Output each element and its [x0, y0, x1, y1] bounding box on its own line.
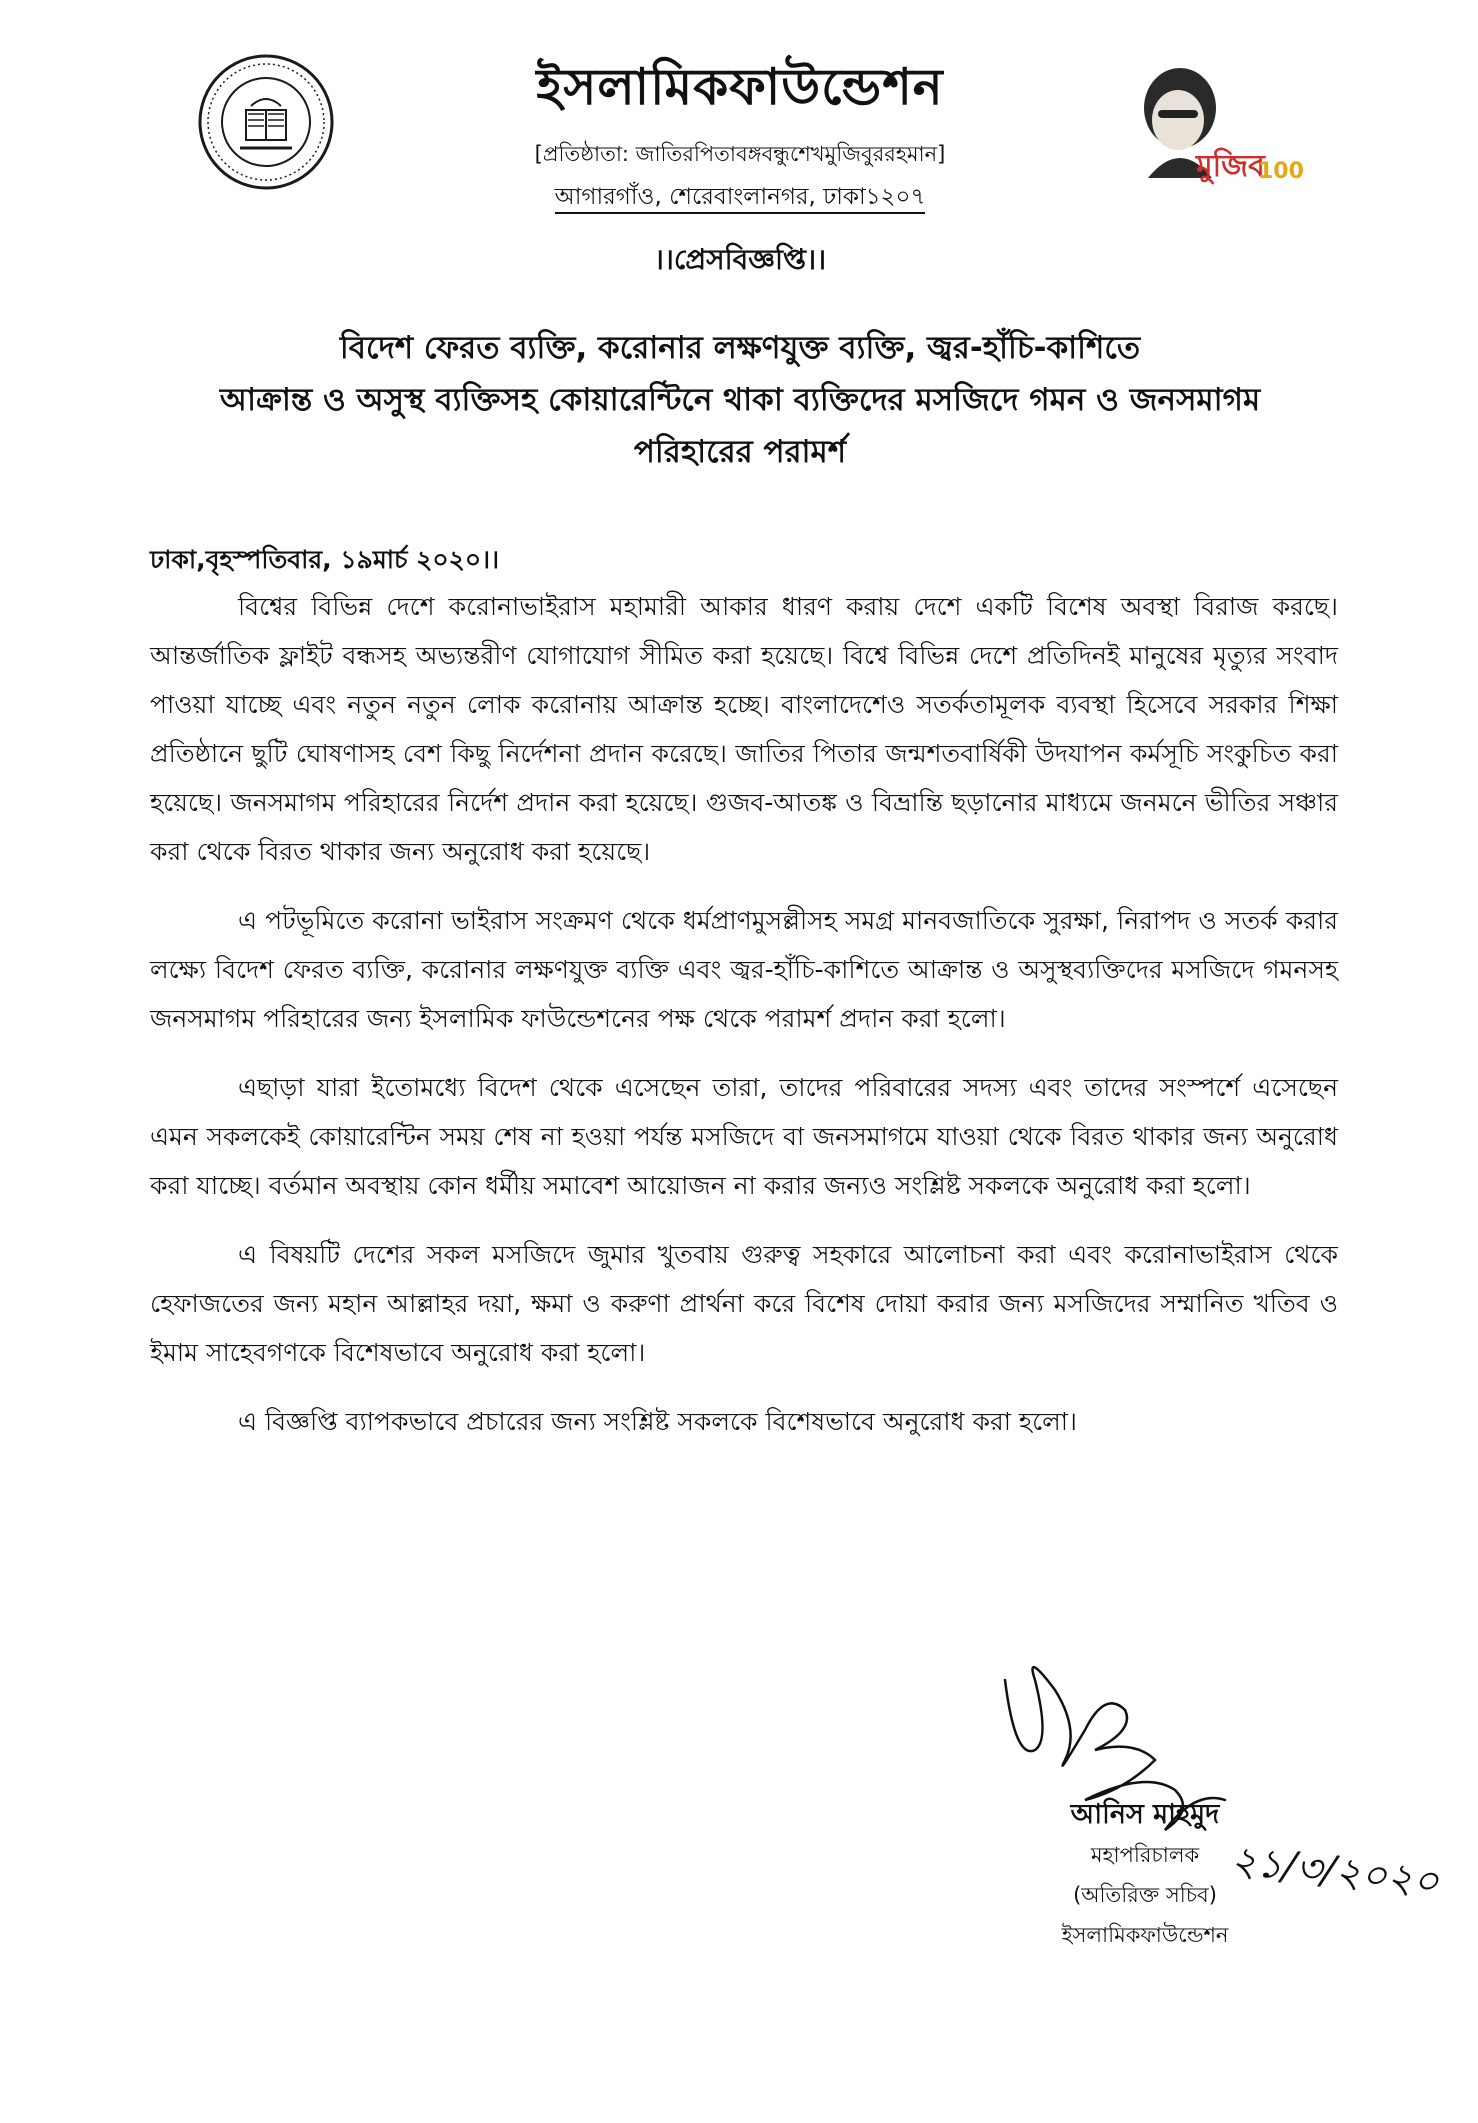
paragraph-2: এ পটভূমিতে করোনা ভাইরাস সংক্রমণ থেকে ধর্মপ্রাণমুসল্লীসহ সমগ্র মানবজাতিকে সুরক্ষা, নিরাপদ ও সতর্ক করার লক্ষ্যে বিদেশ ফেরত ব্যক্তি, করোনার লক্ষণযুক্ত ব্যক্তি এবং জ্বর-হাঁচি-কাশিতে আক্রান্ত ও অসুস্থব্যক্তিদের মসজিদে গমনসহ জনসমাগম পরিহারের জন্য ইসলামিক ফাউন্ডেশনের পক্ষ থেকে পরামর্শ প্রদান করা হলো।	[150, 906, 1338, 1033]
organization-name: ইসলামিকফাউন্ডেশন	[536, 58, 944, 116]
paragraph-1: বিশ্বের বিভিন্ন দেশে করোনাভাইরাস মহামারী আকার ধারণ করায় দেশে একটি বিশেষ অবস্থা বিরাজ করছে। আন্তর্জাতিক ফ্লাইট বন্ধসহ অভ্যন্তরীণ যোগাযোগ সীমিত করা হয়েছে। বিশ্বে বিভিন্ন দেশে প্রতিদিনই মানুষের মৃত্যুর সংবাদ পাওয়া যাচ্ছে এবং নতুন নতুন লোক করোনায় আক্রান্ত হচ্ছে। বাংলাদেশেও সতর্কতামূলক ব্যবস্থা হিসেবে সরকার শিক্ষা প্রতিষ্ঠানে ছুটি ঘোষণাসহ বেশ কিছু নির্দেশনা প্রদান করেছে। জাতির পিতার জন্মশতবার্ষিকী উদযাপন কর্মসূচি সংকুচিত করা হয়েছে। জনসমাগম পরিহারের নির্দেশ প্রদান করা হয়েছে। গুজব-আতঙ্ক ও বিভ্রান্তি ছড়ানোর মাধ্যমে জনমনে ভীতির সঞ্চার করা থেকে বিরত থাকার জন্য অনুরোধ করা হয়েছে।	[150, 592, 1338, 866]
dateline: ঢাকা,বৃহস্পতিবার, ১৯মার্চ ২০২০।।	[150, 545, 500, 574]
handwritten-date-text: ২১/৩/২০২০	[1228, 1837, 1442, 1906]
paragraph-4: এ বিষয়টি দেশের সকল মসজিদে জুমার খুতবায় গুরুত্ব সহকারে আলোচনা করা এবং করোনাভাইরাস থেকে হেফাজতের জন্য মহান আল্লাহর দয়া, ক্ষমা ও করুণা প্রার্থনা করে বিশেষ দোয়া করার জন্য মসজিদের সম্মানিত খতিব ও ইমাম সাহেবগণকে বিশেষভাবে অনুরোধ করা হলো।	[150, 1240, 1338, 1367]
paragraph-3: এছাড়া যারা ইতোমধ্যে বিদেশ থেকে এসেছেন তারা, তাদের পরিবারের সদস্য এবং তাদের সংস্পর্শে এসেছেন এমন সকলকেই কোয়ারেন্টিন সময় শেষ না হওয়া পর্যন্ত মসজিদে বা জনসমাগমে যাওয়া থেকে বিরত থাকার জন্য অনুরোধ করা যাচ্ছে। বর্তমান অবস্থায় কোন ধর্মীয় সমাবেশ আয়োজন না করার জন্যও সংশ্লিষ্ট সকলকে অনুরোধ করা হলো।	[150, 1073, 1338, 1200]
signatory-block	[1000, 1795, 1290, 1955]
press-release-title: ।।প্রেসবিজ্ঞপ্তি।।	[653, 243, 827, 276]
mujib-100-logo	[1108, 60, 1304, 190]
paragraph-5: এ বিজ্ঞপ্তি ব্যাপকভাবে প্রচারের জন্য সংশ্লিষ্ট সকলকে বিশেষভাবে অনুরোধ করা হলো।	[238, 1407, 1077, 1436]
headline-line-3: পরিহারের পরামর্শ	[633, 434, 847, 470]
headline-line-1: বিদেশ ফেরত ব্যক্তি, করোনার লক্ষণযুক্ত ব্যক্তি, জ্বর-হাঁচি-কাশিতে	[339, 330, 1141, 366]
address-text: আগারগাঁও, শেরেবাংলানগর, ঢাকা১২০৭	[555, 184, 926, 214]
mujib-logo-number: 100	[1258, 159, 1304, 184]
signatory-designation: মহাপরিচালক	[1090, 1843, 1200, 1867]
signatory-name: আনিস মাহমুদ	[1070, 1799, 1220, 1830]
handwritten-signature	[985, 1640, 1285, 1790]
address-line	[380, 178, 1100, 217]
headline	[120, 322, 1360, 478]
headline-line-2: আক্রান্ত ও অসুস্থ ব্যক্তিসহ কোয়ারেন্টিনে থাকা ব্যক্তিদের মসজিদে গমন ও জনসমাগম	[219, 382, 1261, 418]
mujib-logo-text: মুজিব	[1196, 149, 1265, 184]
founder-line: [প্রতিষ্ঠাতা: জাতিরপিতাবঙ্গবন্ধুশেখমুজিবুররহমান]	[534, 142, 946, 166]
body-text	[150, 582, 1338, 1466]
signatory-rank: (অতিরিক্ত সচিব)	[1073, 1883, 1217, 1907]
signatory-organization: ইসলামিকফাউন্ডেশন	[1061, 1923, 1229, 1947]
islamic-foundation-seal-logo	[196, 52, 336, 192]
